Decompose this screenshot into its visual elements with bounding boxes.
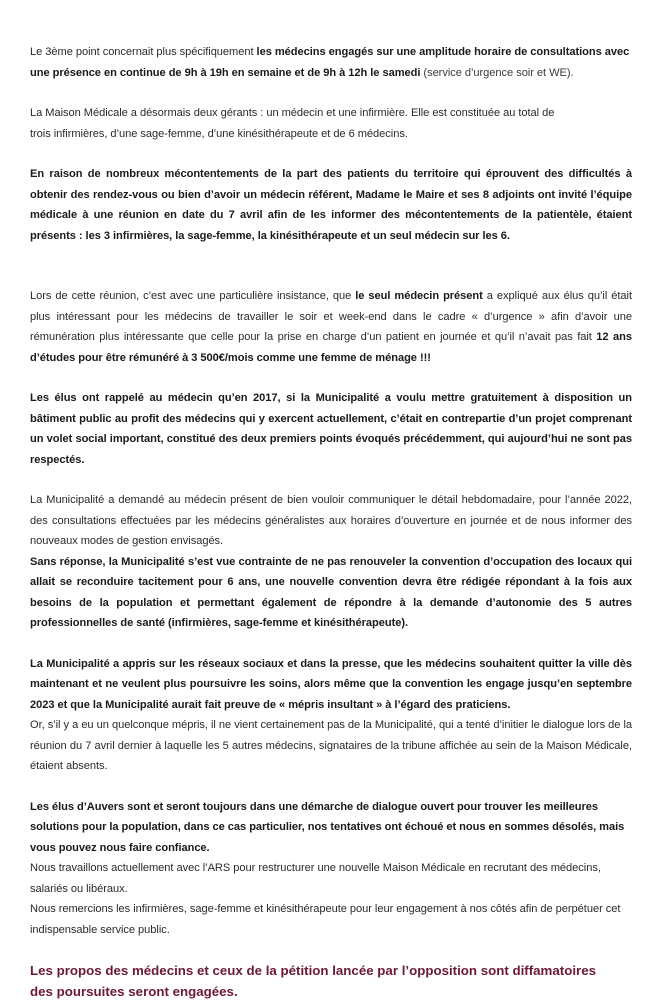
bold-text: les médecins engagés sur une amplitude horaire de consultations avec une présence en continue de 9h à 19h en semaine et de 9h à 12h le samedi xyxy=(30,46,630,79)
bold-text: En raison de nombreux mécontentements de la part des patients du territoire qui éprouvent des difficultés à obtenir des rendez-vous ou bien d’avoir un médecin référent, Madame le Maire et ses 8 adjoints ont invité l’équipe médicale à une réunion en date du 7 avril afin de les informer des mécontentements de la patientèle, étaient présents : les 3 infirmières, la sage-femme, la kinésithérapeute et un seul médecin sur les 6. xyxy=(30,168,632,242)
paragraph-auvers-dialogue xyxy=(30,797,632,941)
text: a expliqué aux élus qu’il était plus intéressant pour les médecins de travailler le soir et week-end dans le cadre « d’urgence » afin d’avoir une rémunération plus intéressante que celle pour la prise en charge d’un patient en journée et qu’il n’avait pas fait xyxy=(30,290,632,343)
paragraph-meeting-account xyxy=(30,286,632,368)
text: Le 3ème point concernait plus spécifiquement xyxy=(30,46,257,58)
text-line: trois infirmières, d’une sage-femme, d’une kinésithérapeute et de 6 médecins. xyxy=(30,127,408,140)
text-line: La Maison Médicale a désormais deux gérants : un médecin et une infirmière. Elle est constituée au total de xyxy=(30,107,555,119)
final-line: des poursuites seront engagées. xyxy=(30,984,238,999)
paragraph-municipality-request xyxy=(30,490,632,634)
bold-text: Les élus ont rappelé au médecin qu’en 2017, si la Municipalité a voulu mettre gratuitement à disposition un bâtiment public au profit des médecins qui y exercent actuellement, c’était en contrepartie d’un projet comprenant un volet social important, constitué des deux premiers points évoqués précédemment, qui aujourd’hui ne sont pas respectés. xyxy=(30,392,632,466)
final-line: Les propos des médecins et ceux de la pétition lancée par l’opposition sont diffamatoires xyxy=(30,963,596,978)
paragraph-social-media xyxy=(30,654,632,777)
text: (service d’urgence soir et WE). xyxy=(420,66,574,79)
bold-text: Les élus d’Auvers sont et seront toujours dans une démarche de dialogue ouvert pour trouver les meilleures solutions pour la population, dans ce cas particulier, nos tentatives ont échoué et nous en sommes désolés, mais vous pouvez nous faire confiance. xyxy=(30,800,625,854)
text: Nous travaillons actuellement avec l’ARS pour restructurer une nouvelle Maison Médicale en recrutant des médecins, salariés ou libéraux. xyxy=(30,862,601,895)
bold-text: le seul médecin présent xyxy=(355,290,483,302)
final-statement xyxy=(30,960,632,1002)
text: La Municipalité a demandé au médecin présent de bien vouloir communiquer le détail hebdomadaire, pour l’année 2022, des consultations effectuées par les médecins généralistes aux horaires d’ouverture en journée et de nous informer des nouveaux modes de gestion envisagés. xyxy=(30,494,632,547)
bold-text: La Municipalité a appris sur les réseaux sociaux et dans la presse, que les médecins souhaitent quitter la ville dès maintenant et ne veulent plus poursuivre les soins, alors même que la convention les engage jusqu’en septembre 2023 et que la Municipalité aurait fait preuve de « mépris insultant » à l’égard des praticiens. xyxy=(30,657,632,711)
text: Lors de cette réunion, c’est avec une particulière insistance, que xyxy=(30,290,356,302)
paragraph-meeting-invitation xyxy=(30,164,632,246)
text: Or, s’il y a eu un quelconque mépris, il ne vient certainement pas de la Municipalité, qui a tenté d’initier le dialogue lors de la réunion du 7 avril dernier à laquelle les 5 autres médecins, signataires de la tribune affichée au sein de la Maison Médicale, étaient absents. xyxy=(30,719,632,772)
bold-text: 12 ans d’études pour être rémunéré à 3 500€/mois comme une femme de ménage !!! xyxy=(30,331,632,364)
paragraph-elected-reminder xyxy=(30,388,632,470)
paragraph-third-point xyxy=(30,42,632,83)
bold-text: Sans réponse, la Municipalité s’est vue contrainte de ne pas renouveler la convention d’occupation des locaux qui allait se reconduire tacitement pour 6 ans, une nouvelle convention devra être rédigée répondant à la fois aux besoins de la population et permettant également de répondre à la demande d’autonomie des 5 autres professionnelles de santé (infirmières, sage-femme et kinésithérapeute). xyxy=(30,555,632,629)
paragraph-maison-medicale xyxy=(30,103,632,144)
text: Nous remercions les infirmières, sage-femme et kinésithérapeute pour leur engagement à nos côtés afin de perpétuer cet indispensable service public. xyxy=(30,903,621,936)
